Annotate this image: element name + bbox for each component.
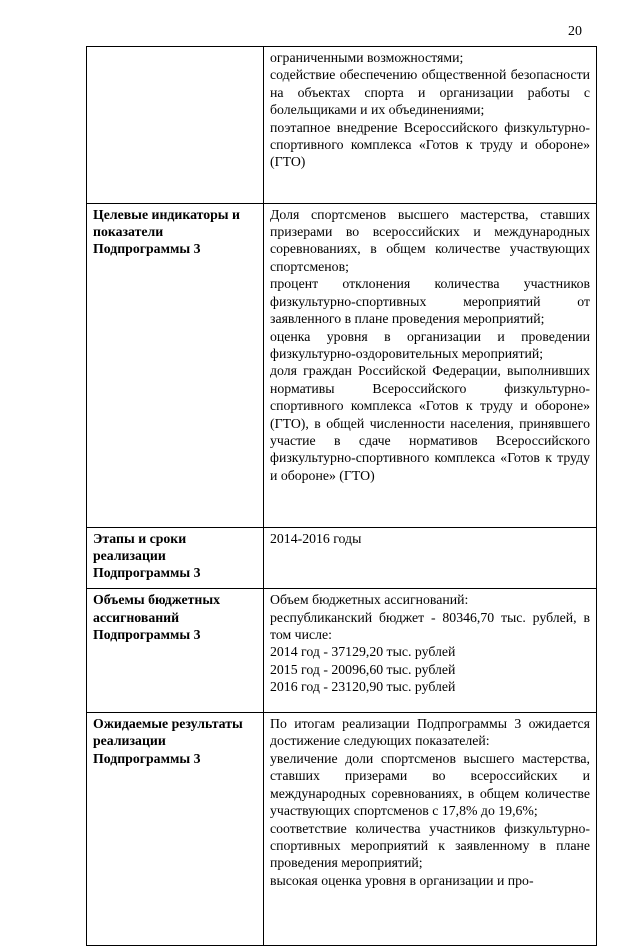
table-row-continuation: [87, 47, 597, 204]
value-line: поэтапное внедрение Всероссийского физкультурно-спортивного комплекса «Готов к труду и обороне» (ГТО): [270, 119, 590, 170]
value-line: 2014-2016 годы: [270, 530, 362, 546]
value-line: доля граждан Российской Федерации, выполнивших нормативы Всероссийского физкультурно-спортивного комплекса «Готов к труду и обороне» (ГТО), в общей численности населения, принявшего участие в сдаче нормативов Всероссийского физкультурно-спортивного комплекса «Готов к труду и обороне» (ГТО): [270, 363, 590, 483]
row-label: [87, 47, 264, 204]
passport-table: [86, 46, 597, 946]
table-row-results: [87, 713, 597, 946]
row-label: Этапы и сроки реализации Подпрограммы 3: [87, 527, 264, 589]
row-label: Целевые индикаторы и показатели Подпрограммы 3: [87, 203, 264, 527]
row-label: Ожидаемые результаты реализации Подпрограммы 3: [87, 713, 264, 946]
value-line: содействие обеспечению общественной безопасности на объектах спорта и организации работы с болельщиками и их объединениями;: [270, 67, 590, 118]
table-row-stages: [87, 527, 597, 589]
row-value: [264, 589, 597, 713]
value-line: процент отклонения количества участников физкультурно-спортивных мероприятий от заявленного в плане проведения мероприятий;: [270, 276, 590, 327]
value-line: ограниченными возможностями;: [270, 50, 464, 65]
value-line: По итогам реализации Подпрограммы 3 ожидается достижение следующих показателей:: [270, 716, 590, 749]
value-line: республиканский бюджет - 80346,70 тыс. рублей, в том числе:: [270, 609, 590, 643]
row-value: [264, 203, 597, 527]
row-value: [264, 47, 597, 204]
value-line: 2016 год - 23120,90 тыс. рублей: [270, 679, 456, 695]
value-line: 2015 год - 20096,60 тыс. рублей: [270, 661, 456, 677]
value-line: 2014 год - 37129,20 тыс. рублей: [270, 644, 456, 660]
value-line: Объем бюджетных ассигнований:: [270, 592, 469, 608]
row-label: Объемы бюджетных ассигнований Подпрограммы 3: [87, 589, 264, 713]
value-line: Доля спортсменов высшего мастерства, ставших призерами во всероссийских и международных соревнованиях, в общем количестве участвующих спортсменов;: [270, 206, 590, 274]
value-line: оценка уровня в организации и проведении физкультурно-оздоровительных мероприятий;: [270, 328, 590, 361]
value-line: соответствие количества участников физкультурно-спортивных мероприятий к заявленному в плане проведения мероприятий;: [270, 820, 590, 871]
table-row-budget: [87, 589, 597, 713]
page-number: 20: [568, 24, 582, 39]
value-line: высокая оценка уровня в организации и про-: [270, 872, 534, 888]
value-line: увеличение доли спортсменов высшего мастерства, ставших призерами во всероссийских и международных соревнованиях, в общем количестве участвующих спортсменов с 17,8% до 19,6%;: [270, 750, 590, 819]
table-row-indicators: [87, 203, 597, 527]
row-value: [264, 713, 597, 946]
row-value: [264, 527, 597, 589]
